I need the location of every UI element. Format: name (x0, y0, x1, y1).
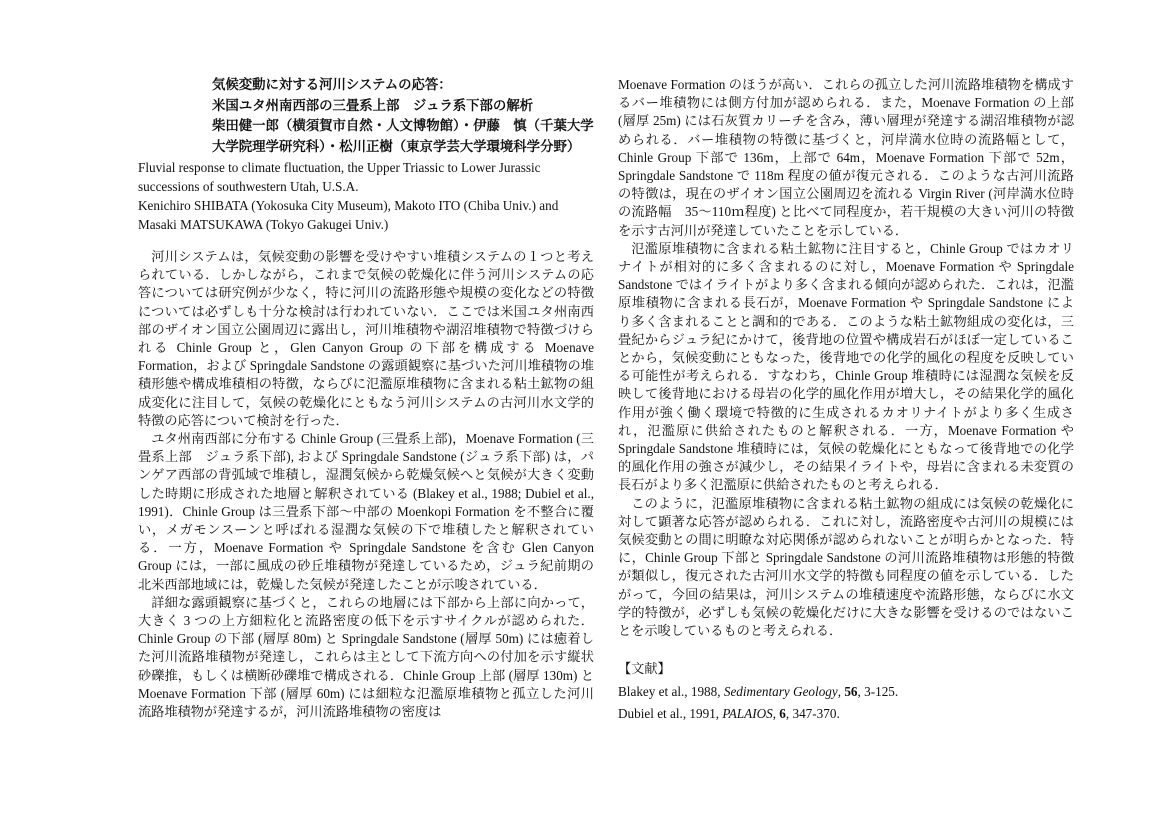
author-line: 大学院理学研究科）・松川正樹（東京学芸大学環境科学分野） (212, 139, 581, 155)
english-authors: Kenichiro SHIBATA (Yokosuka City Museum), Makoto ITO (Chiba Univ.) and Masaki MATSUKAWA (Tokyo Gakugei Univ.) (138, 198, 559, 232)
reference-item: Dubiel et al., 1991, PALAIOS, 6, 347-370. (618, 705, 840, 721)
paragraph-continuation: Moenave Formation のほうが高い．これらの孤立した河川流路堆積物を構成するバー堆積物には側方付加が認められる．また，Moenave Formation の上部 (層厚 25m) には石灰質カリーチを含み，薄い層理が発達する湖沼堆積物が認められる．バー堆積物の特徴に基づくと，河岸満水位時の流路幅として，Chinle Group 下部で 136m，上部で 64m，Moenave Formation 下部で 52m，Springdale Sandstone で 118m 程度の値が復元される．このような古河川流路の特徴は，現在のザイオン国立公園周辺を流れる Virgin River (河岸満水位時の流路幅 35〜110ｍ程度) と比べて同程度か，若干規模の大きい河川の特徴を示す古河川が発達していたことを示している． (618, 77, 1074, 238)
reference-volume: 6 (779, 705, 786, 721)
reference-volume: 56 (844, 683, 858, 699)
reference-journal: Sedimentary Geology (723, 683, 838, 699)
english-title: Fluvial response to climate fluctuation, the Upper Triassic to Lower Jurassic successions of southwestern Utah, U.S.A. (138, 160, 541, 194)
right-column (618, 76, 1074, 723)
reference-pages: , 3-125. (857, 683, 899, 699)
reference-journal: PALAIOS (722, 705, 773, 721)
left-body (138, 248, 594, 721)
paragraph: このように，氾濫原堆積物に含まれる粘土鉱物の組成には気候の乾燥化に対して顕著な応答が認められる．これに対し，流路密度や古河川の規模には気候変動との間に明瞭な対応関係が認められないことが明らかとなった．特に，Chinle Group 下部と Springdale Sandstone の河川流路堆積物は形態的特徴が類似し，復元された古河川水文学的特徴も同程度の値を示している．したがって，今回の結果は，河川システムの堆積速度や流路形態，ならびに水文学的特徴が，必ずしも気候の乾燥化だけに大きな影響を受けるのではないことを示唆しているものと考えられる． (618, 495, 1074, 639)
title-line: 気候変動に対する河川システムの応答： (212, 78, 452, 93)
reference-pages: , 347-370. (785, 705, 840, 721)
title-line: 米国ユタ州南西部の三畳系上部 ジュラ系下部の解析 (212, 98, 534, 114)
reference-authors: Dubiel et al., 1991, (618, 705, 723, 721)
reference-item: Blakey et al., 1988, Sedimentary Geology, 56, 3-125. (618, 683, 899, 699)
right-body (618, 76, 1074, 640)
reference-authors: Blakey et al., 1988, (618, 683, 724, 699)
references-heading: 【文献】 (618, 661, 671, 677)
paragraph: 氾濫原堆積物に含まれる粘土鉱物に注目すると，Chinle Group ではカオリナイトが相対的に多く含まれるのに対し，Moenave Formation や Springdale Sandstone ではイライトがより多く含まれる傾向が認められた．これは，氾濫原堆積物に含まれる長石が，Moenave Formation や Springdale Sandstone により多く含まれることと調和的である．このような粘土鉱物組成の変化は，三畳紀からジュラ紀にかけて，後背地の位置や構成岩石がほぼ一定していることから，気候変動にともなった，後背地での化学的風化の程度を反映している可能性が考えられる．すなわち，Chinle Group 堆積時には湿潤な気候を反映して後背地における母岩の化学的風化作用が増大し，その結果化学的風化作用が強く働く環境で特徴的に生成されるカオリナイトがより多く生成され，氾濫原に供給されたものと解釈される．一方，Moenave Formation や Springdale Sandstone 堆積時には，気候の乾燥化にともなって後背地での化学的風化作用の強さが減少し，その結果イライトや，母岩に含まれる未変質の長石がより多く氾濫原に供給されたものと考えられる． (618, 240, 1074, 493)
paragraph: 河川システムは，気候変動の影響を受けやすい堆積システムの１つと考えられている．しかしながら，これまで気候の乾燥化に伴う河川システムの応答については研究例が少なく，特に河川の流路形態や規模の変化などの特徴については必ずしも十分な検討は行われていない．ここでは米国ユタ州南西部のザイオン国立公園周辺に露出し，河川堆積物や湖沼堆積物で特徴づけられる Chinle Group と，Glen Canyon Group の下部を構成する Moenave Formation，および Springdale Sandstone の露頭観察に基づいた河川堆積物の堆積形態や構成堆積相の特徴，ならびに氾濫原堆積物に含まれる粘土鉱物の組成変化に注目して，気候の乾燥化にともなう河川システムの古河川水文学的特徴の応答について検討を行った． (138, 249, 594, 428)
paragraph: ユタ州南西部に分布する Chinle Group (三畳系上部)，Moenave Formation (三畳系上部 ジュラ系下部), および Springdale Sandstone (ジュラ系下部) は，パンゲア西部の背弧域で堆積し，湿潤気候から乾燥気候へと気候が大きく変動した時期に形成された地層と解釈されている (Blakey et al., 1988; Dubiel et al., 1991)．Chinle Group は三畳系下部〜中部の Moenkopi Formation を不整合に覆い，メガモンスーンと呼ばれる湿潤な気候の下で堆積したと解釈されている．一方，Moenave Formation や Springdale Sandstone を含む Glen Canyon Group には，一部に風成の砂丘堆積物が発達しているため，ジュラ紀前期の北米西部地域には，乾燥した気候が発達したことが示唆されている． (138, 431, 594, 592)
author-line: 柴田健一郎（横須賀市自然・人文博物館）・伊藤 慎（千葉大学 (212, 119, 594, 134)
paragraph: 詳細な露頭観察に基づくと，これらの地層には下部から上部に向かって，大きく 3 つの上方細粒化と流路密度の低下を示すサイクルが認められた．Chinle Group の下部 (層厚 80m) と Springdale Sandstone (層厚 50m) には癒着した河川流路堆積物が発達し，これらは主として下流方向への付加を示す縦状砂礫推，もしくは横断砂礫堆で構成される．Chinle Group 上部 (層厚 130m) と Moenave Formation 下部 (層厚 60m) には細粒な氾濫原堆積物と孤立した河川流路堆積物が発達するが，河川流路堆積物の密度は (138, 594, 594, 720)
japanese-title (212, 76, 594, 158)
left-column (138, 76, 594, 721)
